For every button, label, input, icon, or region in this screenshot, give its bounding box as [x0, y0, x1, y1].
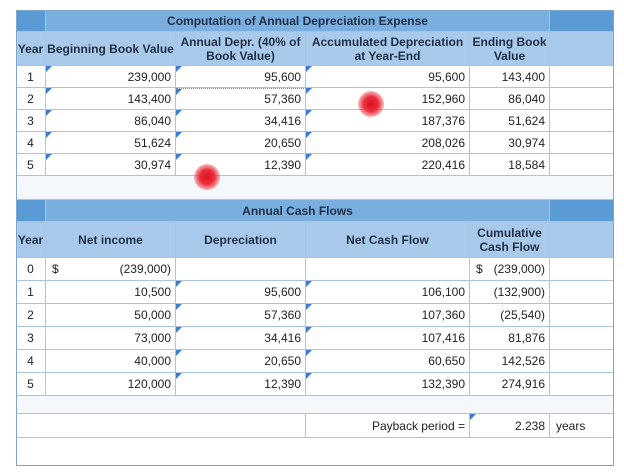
depr-annual-input-text: 20,650 — [264, 135, 301, 150]
cf-cumulative-value — [470, 281, 550, 304]
cf-col-header-cumulative-text: Cumulative Cash Flow — [477, 225, 542, 254]
cf-depreciation-input-text: 20,650 — [264, 354, 301, 368]
cf-net-income-value — [46, 327, 176, 350]
cf-col-header-net-cash-flow — [306, 222, 470, 258]
depr-ending-value-text: 51,624 — [508, 113, 545, 128]
cf-row-year-text: 0 — [27, 262, 34, 276]
net-income-text: 120,000 — [127, 377, 171, 391]
cf-depreciation-input[interactable] — [176, 281, 306, 304]
cf-title-right-spacer — [550, 200, 614, 222]
depr-row-year — [16, 88, 46, 110]
depr-ending-value — [470, 110, 550, 132]
cf-row-year — [16, 304, 46, 327]
net-income-text: 73,000 — [134, 331, 171, 345]
cf-depreciation-input-text: 95,600 — [264, 285, 301, 299]
depreciation-title-text: Computation of Annual Depreciation Expense — [167, 13, 428, 28]
depr-blank-cell — [550, 132, 614, 154]
cumulative-text: 81,876 — [508, 331, 545, 345]
depr-ending-value-text: 18,584 — [508, 157, 545, 172]
depr-beginning-input[interactable] — [46, 154, 176, 176]
depr-row-year-text: 5 — [27, 157, 34, 172]
depr-beginning-input-text: 30,974 — [134, 157, 171, 172]
depr-accumulated-input-text: 187,376 — [421, 113, 465, 128]
depr-ending-value-text: 143,400 — [501, 69, 545, 84]
depr-ending-value — [470, 132, 550, 154]
cf-blank-cell — [550, 281, 614, 304]
cf-cumulative-value — [470, 304, 550, 327]
depr-beginning-input[interactable] — [46, 88, 176, 110]
col-header-ending-book-value-text: Ending Book Value — [472, 34, 547, 63]
cf-depreciation-input-text: 57,360 — [264, 308, 301, 322]
depr-row-year-text: 3 — [27, 113, 34, 128]
net-income-text: (239,000) — [119, 262, 171, 276]
depr-beginning-input-text: 51,624 — [134, 135, 171, 150]
payback-unit — [550, 414, 614, 438]
depr-accumulated-input[interactable] — [306, 132, 470, 154]
currency-sign: $ — [476, 262, 483, 276]
cf-row-year-text: 4 — [27, 354, 34, 368]
depr-blank-cell — [550, 154, 614, 176]
cf-depreciation-input[interactable] — [176, 304, 306, 327]
cf-net-cash-flow-input-text: 106,100 — [421, 285, 465, 299]
depr-row-year-text: 4 — [27, 135, 34, 150]
cf-col-header-year-text: Year — [17, 232, 44, 247]
col-header-year — [16, 32, 46, 66]
section-spacer — [16, 176, 614, 200]
net-income-text: 40,000 — [134, 354, 171, 368]
depr-beginning-input[interactable] — [46, 110, 176, 132]
payback-unit-text: years — [556, 418, 586, 433]
depr-annual-input[interactable] — [176, 132, 306, 154]
cf-net-cash-flow-input-text: 60,650 — [428, 354, 465, 368]
col-header-annual-depreciation — [176, 32, 306, 66]
title-right-spacer — [550, 10, 614, 32]
depr-accumulated-input-text: 220,416 — [421, 157, 465, 172]
depr-accumulated-input[interactable] — [306, 66, 470, 88]
cf-net-income-value — [46, 373, 176, 396]
cf-row-year — [16, 258, 46, 281]
depr-blank-cell — [550, 88, 614, 110]
depr-accumulated-input-text: 208,026 — [421, 135, 465, 150]
cf-col-header-net-income — [46, 222, 176, 258]
col-header-accumulated-depreciation-text: Accumulated Depreciation at Year-End — [311, 34, 464, 63]
cash-flow-title — [46, 200, 550, 222]
depr-ending-value — [470, 154, 550, 176]
depr-annual-input[interactable] — [176, 154, 306, 176]
depr-beginning-input-text: 86,040 — [134, 113, 171, 128]
depr-row-year — [16, 110, 46, 132]
depr-beginning-input[interactable] — [46, 66, 176, 88]
depr-beginning-input[interactable] — [46, 132, 176, 154]
col-header-accumulated-depreciation — [306, 32, 470, 66]
cf-title-left-spacer — [16, 200, 46, 222]
cf-depreciation-input-text: 34,416 — [264, 331, 301, 345]
depr-annual-input[interactable] — [176, 110, 306, 132]
cf-col-header-blank — [550, 222, 614, 258]
cf-net-cash-flow-input — [306, 258, 470, 281]
cf-depreciation-input[interactable] — [176, 373, 306, 396]
cf-cumulative-value — [470, 258, 550, 281]
depr-accumulated-input-text: 152,960 — [421, 91, 465, 106]
cf-net-cash-flow-input-text: 132,390 — [421, 377, 465, 391]
cf-blank-cell — [550, 350, 614, 373]
cf-net-income-value — [46, 281, 176, 304]
net-income-text: 10,500 — [134, 285, 171, 299]
cash-flow-title-text: Annual Cash Flows — [242, 203, 353, 218]
cf-net-cash-flow-input[interactable] — [306, 304, 470, 327]
depr-row-year-text: 1 — [27, 69, 34, 84]
cumulative-text: (25,540) — [500, 308, 545, 322]
cf-net-cash-flow-input[interactable] — [306, 373, 470, 396]
depr-row-year — [16, 66, 46, 88]
cf-cumulative-value — [470, 373, 550, 396]
col-header-annual-depreciation-text: Annual Depr. (40% of Book Value) — [180, 34, 301, 63]
cf-blank-cell — [550, 304, 614, 327]
col-header-year-text: Year — [17, 41, 44, 56]
depr-row-year-text: 2 — [27, 91, 34, 106]
cf-row-year — [16, 281, 46, 304]
depr-blank-cell — [550, 66, 614, 88]
cf-net-cash-flow-input[interactable] — [306, 350, 470, 373]
depr-accumulated-input-text: 95,600 — [428, 69, 465, 84]
cf-row-year-text: 3 — [27, 331, 34, 345]
depr-ending-value — [470, 88, 550, 110]
cumulative-text: 142,526 — [501, 354, 545, 368]
payback-period-input-text: 2.238 — [514, 418, 545, 433]
cf-col-header-depreciation — [176, 222, 306, 258]
cf-net-cash-flow-input-text: 107,360 — [421, 308, 465, 322]
cf-cumulative-value — [470, 350, 550, 373]
depr-accumulated-input[interactable] — [306, 88, 470, 110]
cf-net-income-value — [46, 258, 176, 281]
col-header-blank — [550, 32, 614, 66]
cf-depreciation-input-text: 12,390 — [264, 377, 301, 391]
depr-ending-value-text: 86,040 — [508, 91, 545, 106]
col-header-beginning-book-value — [46, 32, 176, 66]
cf-row-year-text: 1 — [27, 285, 34, 299]
depr-row-year — [16, 132, 46, 154]
cf-net-cash-flow-input[interactable] — [306, 327, 470, 350]
depr-ending-value — [470, 66, 550, 88]
cf-cumulative-value — [470, 327, 550, 350]
cf-col-header-net-cash-flow-text: Net Cash Flow — [346, 232, 429, 247]
currency-sign: $ — [52, 262, 59, 276]
depr-row-year — [16, 154, 46, 176]
cumulative-text: (132,900) — [493, 285, 545, 299]
payback-label-text: Payback period = — [371, 418, 465, 433]
cf-col-header-depreciation-text: Depreciation — [204, 232, 277, 247]
col-header-beginning-book-value-text: Beginning Book Value — [47, 41, 174, 56]
depr-annual-input-text: 95,600 — [264, 69, 301, 84]
col-header-ending-book-value — [470, 32, 550, 66]
cf-net-income-value — [46, 304, 176, 327]
cf-net-income-value — [46, 350, 176, 373]
cf-col-header-net-income-text: Net income — [78, 232, 143, 247]
cf-blank-cell — [550, 373, 614, 396]
cf-row-year — [16, 327, 46, 350]
depr-accumulated-input[interactable] — [306, 154, 470, 176]
depr-annual-input[interactable] — [176, 88, 306, 110]
cf-blank-cell — [550, 258, 614, 281]
payback-label — [306, 414, 470, 438]
depr-blank-cell — [550, 110, 614, 132]
cf-depreciation-input[interactable] — [176, 350, 306, 373]
cf-col-header-year — [16, 222, 46, 258]
cf-blank-cell — [550, 327, 614, 350]
cf-row-year — [16, 373, 46, 396]
cf-depreciation-input — [176, 258, 306, 281]
depr-annual-input[interactable] — [176, 66, 306, 88]
title-left-spacer — [16, 10, 46, 32]
depr-ending-value-text: 30,974 — [508, 135, 545, 150]
section-spacer — [16, 396, 614, 414]
cf-col-header-cumulative — [470, 222, 550, 258]
depr-annual-input-text: 57,360 — [264, 92, 301, 106]
cf-row-year-text: 5 — [27, 377, 34, 391]
depr-beginning-input-text: 239,000 — [127, 69, 171, 84]
depreciation-title — [46, 10, 550, 32]
payback-period-input[interactable] — [470, 414, 550, 438]
depr-annual-input-text: 12,390 — [264, 157, 301, 172]
depr-annual-input-text: 34,416 — [264, 113, 301, 128]
cf-net-cash-flow-input-text: 107,416 — [421, 331, 465, 345]
cumulative-text: 274,916 — [501, 377, 545, 391]
cf-row-year-text: 2 — [27, 308, 34, 322]
cf-net-cash-flow-input[interactable] — [306, 281, 470, 304]
depr-beginning-input-text: 143,400 — [127, 91, 171, 106]
cf-depreciation-input[interactable] — [176, 327, 306, 350]
cf-row-year — [16, 350, 46, 373]
cumulative-text: (239,000) — [493, 262, 545, 276]
net-income-text: 50,000 — [134, 308, 171, 322]
payback-blank — [16, 414, 306, 438]
depr-accumulated-input[interactable] — [306, 110, 470, 132]
